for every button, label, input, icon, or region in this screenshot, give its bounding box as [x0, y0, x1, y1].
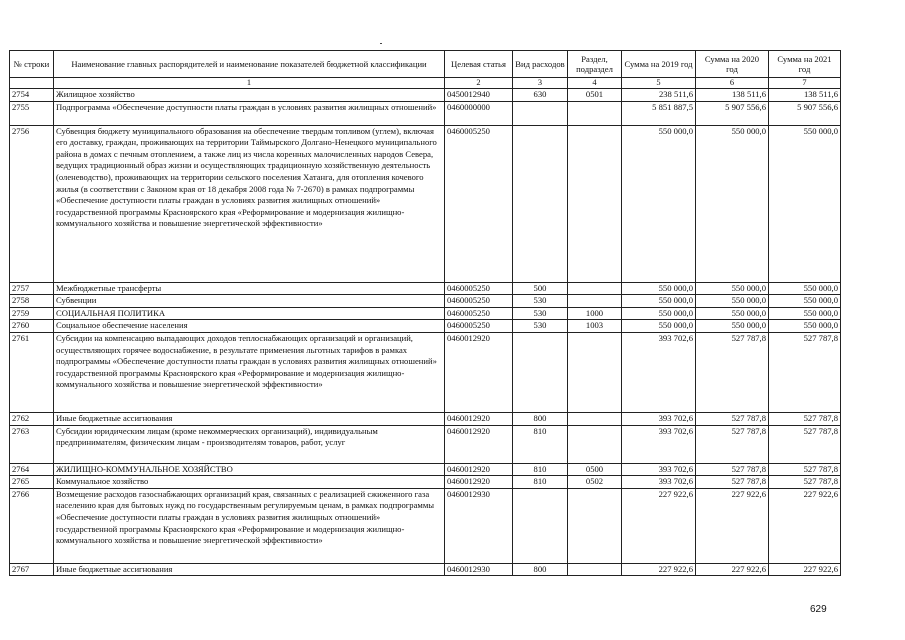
row-kind: 630: [513, 89, 568, 102]
header-sum-2019: Сумма на 2019 год: [622, 51, 696, 78]
row-sum-2019: 227 922,6: [622, 488, 696, 563]
table-row: [10, 101, 841, 125]
table-row: [10, 463, 841, 476]
row-name: Межбюджетные трансферты: [54, 282, 445, 295]
row-sum-2021: 550 000,0: [769, 307, 841, 320]
column-index: 6: [696, 78, 769, 89]
row-name: ЖИЛИЩНО-КОММУНАЛЬНОЕ ХОЗЯЙСТВО: [54, 463, 445, 476]
row-name: Субсидии на компенсацию выпадающих доходов теплоснабжающих организаций и организаций, осуществляющих горячее водоснабжение, в результате применения льготных тарифов в рамках подпрограммы «Обеспечение доступности платы граждан в условиях развития жилищных отношений» государственной программы Красноярского края «Реформирование и модернизация жилищно-коммунального хозяйства и повышение энергетической эффективности»: [54, 332, 445, 412]
row-sum-2020: 550 000,0: [696, 295, 769, 308]
row-section: 0501: [568, 89, 622, 102]
scan-speck: [380, 43, 382, 44]
row-kind: 800: [513, 563, 568, 576]
column-index-row: [10, 78, 841, 89]
row-name: Социальное обеспечение населения: [54, 320, 445, 333]
row-sum-2019: 393 702,6: [622, 332, 696, 412]
row-sum-2019: 393 702,6: [622, 425, 696, 463]
row-kind: 810: [513, 463, 568, 476]
row-name: Субвенция бюджету муниципального образования на обеспечение твердым топливом (углем), включая его доставку, граждан, проживающих на территории Таймырского Долгано-Ненецкого муниципального района в домах с печным отоплением, а также лиц из числа коренных малочисленных народов Севера, ведущих традиционный образ жизни и осуществляющих традиционную хозяйственную деятельность (оленеводство), проживающих на территории сельского поселения Хатанга, для отопления кочевого жилья (в соответствии с Законом края от 18 декабря 2008 года № 7-2670) в рамках подпрограммы «Обеспечение доступности платы граждан в условиях развития жилищных отношений» государственной программы Красноярского края «Реформирование и модернизация жилищно-коммунального хозяйства и повышение энергетической эффективности»: [54, 125, 445, 282]
row-name: СОЦИАЛЬНАЯ ПОЛИТИКА: [54, 307, 445, 320]
row-target: 0460012920: [445, 463, 513, 476]
row-target: 0460012930: [445, 563, 513, 576]
row-number: 2756: [10, 125, 54, 282]
table-row: [10, 332, 841, 412]
header-sum-2021: Сумма на 2021 год: [769, 51, 841, 78]
row-sum-2019: 550 000,0: [622, 295, 696, 308]
row-kind: 530: [513, 295, 568, 308]
row-target: 0460012920: [445, 412, 513, 425]
table-row: [10, 89, 841, 102]
row-sum-2021: 527 787,8: [769, 425, 841, 463]
row-number: 2759: [10, 307, 54, 320]
row-kind: [513, 101, 568, 125]
row-sum-2021: 138 511,6: [769, 89, 841, 102]
row-sum-2021: 550 000,0: [769, 320, 841, 333]
row-sum-2021: 527 787,8: [769, 412, 841, 425]
table-row: [10, 282, 841, 295]
row-number: 2763: [10, 425, 54, 463]
table-row: [10, 425, 841, 463]
row-section: 0500: [568, 463, 622, 476]
row-number: 2761: [10, 332, 54, 412]
row-number: 2760: [10, 320, 54, 333]
row-sum-2020: 550 000,0: [696, 282, 769, 295]
row-number: 2758: [10, 295, 54, 308]
row-target: 0460005250: [445, 295, 513, 308]
row-name: Субвенции: [54, 295, 445, 308]
row-sum-2021: 527 787,8: [769, 332, 841, 412]
row-sum-2021: 227 922,6: [769, 563, 841, 576]
row-kind: 810: [513, 476, 568, 489]
row-kind: 530: [513, 320, 568, 333]
row-target: 0460005250: [445, 307, 513, 320]
row-section: [568, 101, 622, 125]
row-sum-2019: 238 511,6: [622, 89, 696, 102]
row-kind: 530: [513, 307, 568, 320]
column-index: 2: [445, 78, 513, 89]
row-name: Иные бюджетные ассигнования: [54, 563, 445, 576]
header-sum-2020: Сумма на 2020 год: [696, 51, 769, 78]
row-name: Коммунальное хозяйство: [54, 476, 445, 489]
row-sum-2021: 527 787,8: [769, 463, 841, 476]
row-sum-2020: 138 511,6: [696, 89, 769, 102]
table-row: [10, 295, 841, 308]
row-number: 2762: [10, 412, 54, 425]
row-section: [568, 412, 622, 425]
table-row: [10, 412, 841, 425]
row-section: [568, 295, 622, 308]
row-section: 0502: [568, 476, 622, 489]
row-target: 0460000000: [445, 101, 513, 125]
table-header-row: [10, 51, 841, 78]
column-index: 5: [622, 78, 696, 89]
column-index: 4: [568, 78, 622, 89]
row-kind: 800: [513, 412, 568, 425]
row-section: 1000: [568, 307, 622, 320]
table-row: [10, 307, 841, 320]
row-number: 2767: [10, 563, 54, 576]
row-sum-2019: 393 702,6: [622, 463, 696, 476]
row-sum-2019: 393 702,6: [622, 412, 696, 425]
column-index: 7: [769, 78, 841, 89]
row-sum-2021: 527 787,8: [769, 476, 841, 489]
row-target: 0460012920: [445, 425, 513, 463]
row-sum-2021: 550 000,0: [769, 125, 841, 282]
table-row: [10, 125, 841, 282]
header-row-number: № строки: [10, 51, 54, 78]
row-section: [568, 563, 622, 576]
row-section: [568, 282, 622, 295]
row-number: 2755: [10, 101, 54, 125]
table-row: [10, 476, 841, 489]
row-sum-2020: 527 787,8: [696, 476, 769, 489]
row-sum-2019: 550 000,0: [622, 307, 696, 320]
row-sum-2020: 527 787,8: [696, 332, 769, 412]
row-name: Возмещение расходов газоснабжающих организаций края, связанных с реализацией сжиженного газа населению края для бытовых нужд по государственным регулируемым ценам, в рамках подпрограммы «Обеспечение доступности платы граждан в условиях развития жилищных отношений» государственной программы Красноярского края «Реформирование и модернизация жилищно-коммунального хозяйства и повышение энергетической эффективности»: [54, 488, 445, 563]
row-sum-2019: 550 000,0: [622, 282, 696, 295]
row-kind: 810: [513, 425, 568, 463]
row-target: 0460012920: [445, 476, 513, 489]
row-number: 2757: [10, 282, 54, 295]
column-index: [10, 78, 54, 89]
row-number: 2754: [10, 89, 54, 102]
row-sum-2020: 527 787,8: [696, 412, 769, 425]
table-row: [10, 563, 841, 576]
column-index: 3: [513, 78, 568, 89]
budget-table: [9, 50, 841, 576]
row-sum-2019: 5 851 887,5: [622, 101, 696, 125]
column-index: 1: [54, 78, 445, 89]
table-row: [10, 488, 841, 563]
row-target: 0460005250: [445, 320, 513, 333]
row-sum-2021: 550 000,0: [769, 282, 841, 295]
row-target: 0460012930: [445, 488, 513, 563]
row-name: Жилищное хозяйство: [54, 89, 445, 102]
row-kind: [513, 488, 568, 563]
row-sum-2020: 227 922,6: [696, 563, 769, 576]
header-name: Наименование главных распорядителей и наименование показателей бюджетной классификации: [54, 51, 445, 78]
row-sum-2020: 527 787,8: [696, 425, 769, 463]
row-sum-2021: 5 907 556,6: [769, 101, 841, 125]
row-number: 2764: [10, 463, 54, 476]
page-number: 629: [810, 604, 827, 615]
row-number: 2766: [10, 488, 54, 563]
row-sum-2019: 227 922,6: [622, 563, 696, 576]
row-target: 0460012920: [445, 332, 513, 412]
row-sum-2020: 550 000,0: [696, 307, 769, 320]
row-sum-2021: 550 000,0: [769, 295, 841, 308]
row-sum-2020: 227 922,6: [696, 488, 769, 563]
row-target: 0460005250: [445, 282, 513, 295]
row-kind: [513, 125, 568, 282]
row-sum-2019: 393 702,6: [622, 476, 696, 489]
row-sum-2020: 527 787,8: [696, 463, 769, 476]
header-target-article: Целевая статья: [445, 51, 513, 78]
row-sum-2021: 227 922,6: [769, 488, 841, 563]
row-name: Иные бюджетные ассигнования: [54, 412, 445, 425]
row-kind: 500: [513, 282, 568, 295]
header-expense-kind: Вид расходов: [513, 51, 568, 78]
row-section: [568, 125, 622, 282]
header-section: Раздел, подраздел: [568, 51, 622, 78]
row-sum-2020: 5 907 556,6: [696, 101, 769, 125]
row-section: [568, 425, 622, 463]
row-section: [568, 488, 622, 563]
row-number: 2765: [10, 476, 54, 489]
row-sum-2019: 550 000,0: [622, 125, 696, 282]
row-sum-2019: 550 000,0: [622, 320, 696, 333]
row-section: [568, 332, 622, 412]
row-section: 1003: [568, 320, 622, 333]
row-name: Субсидии юридическим лицам (кроме некоммерческих организаций), индивидуальным предпринимателям, физическим лицам - производителям товаров, работ, услуг: [54, 425, 445, 463]
row-sum-2020: 550 000,0: [696, 125, 769, 282]
table-row: [10, 320, 841, 333]
row-target: 0460005250: [445, 125, 513, 282]
row-target: 0450012940: [445, 89, 513, 102]
row-kind: [513, 332, 568, 412]
row-name: Подпрограмма «Обеспечение доступности платы граждан в условиях развития жилищных отношений»: [54, 101, 445, 125]
row-sum-2020: 550 000,0: [696, 320, 769, 333]
